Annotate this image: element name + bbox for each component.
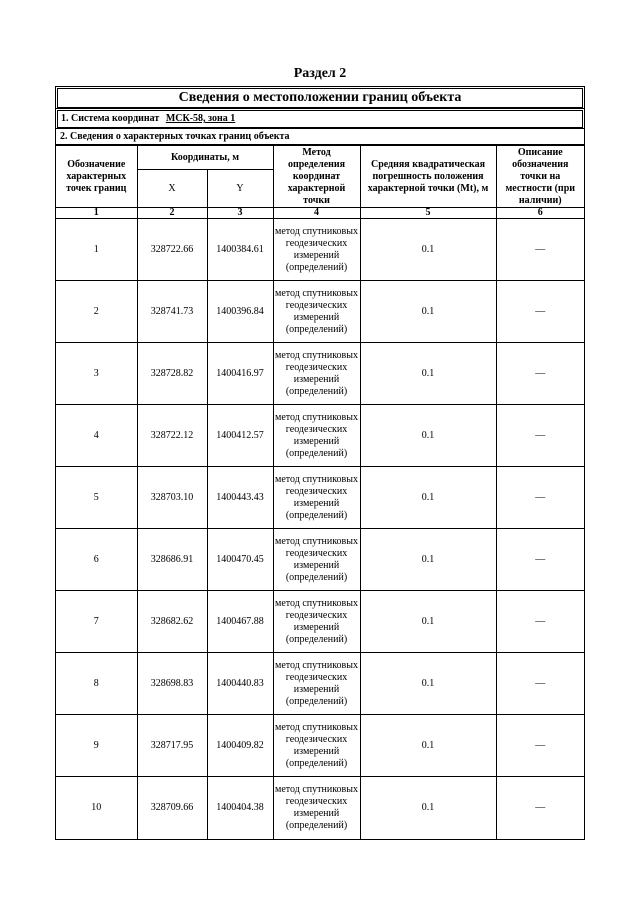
cell-error: 0.1 [360,777,496,839]
page-heading: Сведения о местоположении границ объекта [57,88,583,108]
cell-y: 1400467.88 [207,591,273,653]
cell-method: метод спутниковых геодезических измерений (определений) [273,653,360,715]
cell-description: — [496,715,584,777]
cell-error: 0.1 [360,591,496,653]
column-number: 6 [496,208,584,219]
cell-x: 328682.62 [137,591,207,653]
cell-method: метод спутниковых геодезических измерений (определений) [273,281,360,343]
cell-error: 0.1 [360,219,496,281]
column-number-row [56,208,584,219]
cell-description: — [496,529,584,591]
section-title: Раздел 2 [293,66,347,81]
cell-point: 8 [56,653,137,715]
cell-y: 1400416.97 [207,343,273,405]
cell-method: метод спутниковых геодезических измерений (определений) [273,591,360,653]
column-number: 3 [207,208,273,219]
table-row [56,281,584,343]
cell-x: 328741.73 [137,281,207,343]
table-row [56,591,584,653]
cell-description: — [496,405,584,467]
table-row [56,653,584,715]
header-coordinates: Координаты, м [137,146,273,170]
cell-y: 1400470.45 [207,529,273,591]
cell-x: 328686.91 [137,529,207,591]
cell-y: 1400412.57 [207,405,273,467]
cell-description: — [496,653,584,715]
cell-error: 0.1 [360,467,496,529]
cell-y: 1400409.82 [207,715,273,777]
boundary-info-frame [55,86,585,840]
cell-error: 0.1 [360,715,496,777]
header-y: Y [207,170,273,208]
header-x: X [137,170,207,208]
cell-y: 1400384.61 [207,219,273,281]
cell-point: 3 [56,343,137,405]
cell-y: 1400396.84 [207,281,273,343]
cell-x: 328709.66 [137,777,207,839]
cell-method: метод спутниковых геодезических измерений (определений) [273,715,360,777]
table-row [56,405,584,467]
cell-x: 328703.10 [137,467,207,529]
points-caption: 2. Сведения о характерных точках границ объекта [56,129,584,145]
table-row [56,343,584,405]
header-method: Метод определения координат характерной точки [273,146,360,208]
cell-point: 6 [56,529,137,591]
header-error: Средняя квадратическая погрешность положения характерной точки (Mt), м [360,146,496,208]
header-point-designation: Обозначение характерных точек границ [56,146,137,208]
cell-x: 328698.83 [137,653,207,715]
column-number: 1 [56,208,137,219]
column-number: 4 [273,208,360,219]
cell-error: 0.1 [360,529,496,591]
cell-y: 1400404.38 [207,777,273,839]
cell-x: 328722.66 [137,219,207,281]
cell-description: — [496,281,584,343]
cell-description: — [496,777,584,839]
cell-x: 328717.95 [137,715,207,777]
cell-point: 7 [56,591,137,653]
cell-point: 10 [56,777,137,839]
table-row [56,529,584,591]
cell-description: — [496,467,584,529]
cell-x: 328728.82 [137,343,207,405]
column-number: 5 [360,208,496,219]
points-table [56,145,584,839]
coordinate-system-label: 1. Система координат [61,113,160,124]
cell-point: 5 [56,467,137,529]
cell-x: 328722.12 [137,405,207,467]
cell-point: 9 [56,715,137,777]
table-row [56,715,584,777]
cell-error: 0.1 [360,343,496,405]
cell-y: 1400440.83 [207,653,273,715]
cell-point: 2 [56,281,137,343]
cell-error: 0.1 [360,653,496,715]
cell-method: метод спутниковых геодезических измерений (определений) [273,777,360,839]
cell-y: 1400443.43 [207,467,273,529]
header-description: Описание обозначения точки на местности (при наличии) [496,146,584,208]
cell-error: 0.1 [360,405,496,467]
cell-method: метод спутниковых геодезических измерений (определений) [273,405,360,467]
cell-point: 4 [56,405,137,467]
coordinate-system-value: МСК-58, зона 1 [165,113,236,124]
cell-description: — [496,219,584,281]
cell-method: метод спутниковых геодезических измерений (определений) [273,467,360,529]
coordinate-system-line [57,110,583,128]
heading-box [56,87,584,109]
coordinate-system-box [56,109,584,129]
table-row [56,467,584,529]
column-number: 2 [137,208,207,219]
cell-point: 1 [56,219,137,281]
cell-method: метод спутниковых геодезических измерений (определений) [273,529,360,591]
cell-description: — [496,591,584,653]
cell-method: метод спутниковых геодезических измерений (определений) [273,343,360,405]
table-row [56,777,584,839]
cell-method: метод спутниковых геодезических измерений (определений) [273,219,360,281]
cell-error: 0.1 [360,281,496,343]
cell-description: — [496,343,584,405]
table-row [56,219,584,281]
